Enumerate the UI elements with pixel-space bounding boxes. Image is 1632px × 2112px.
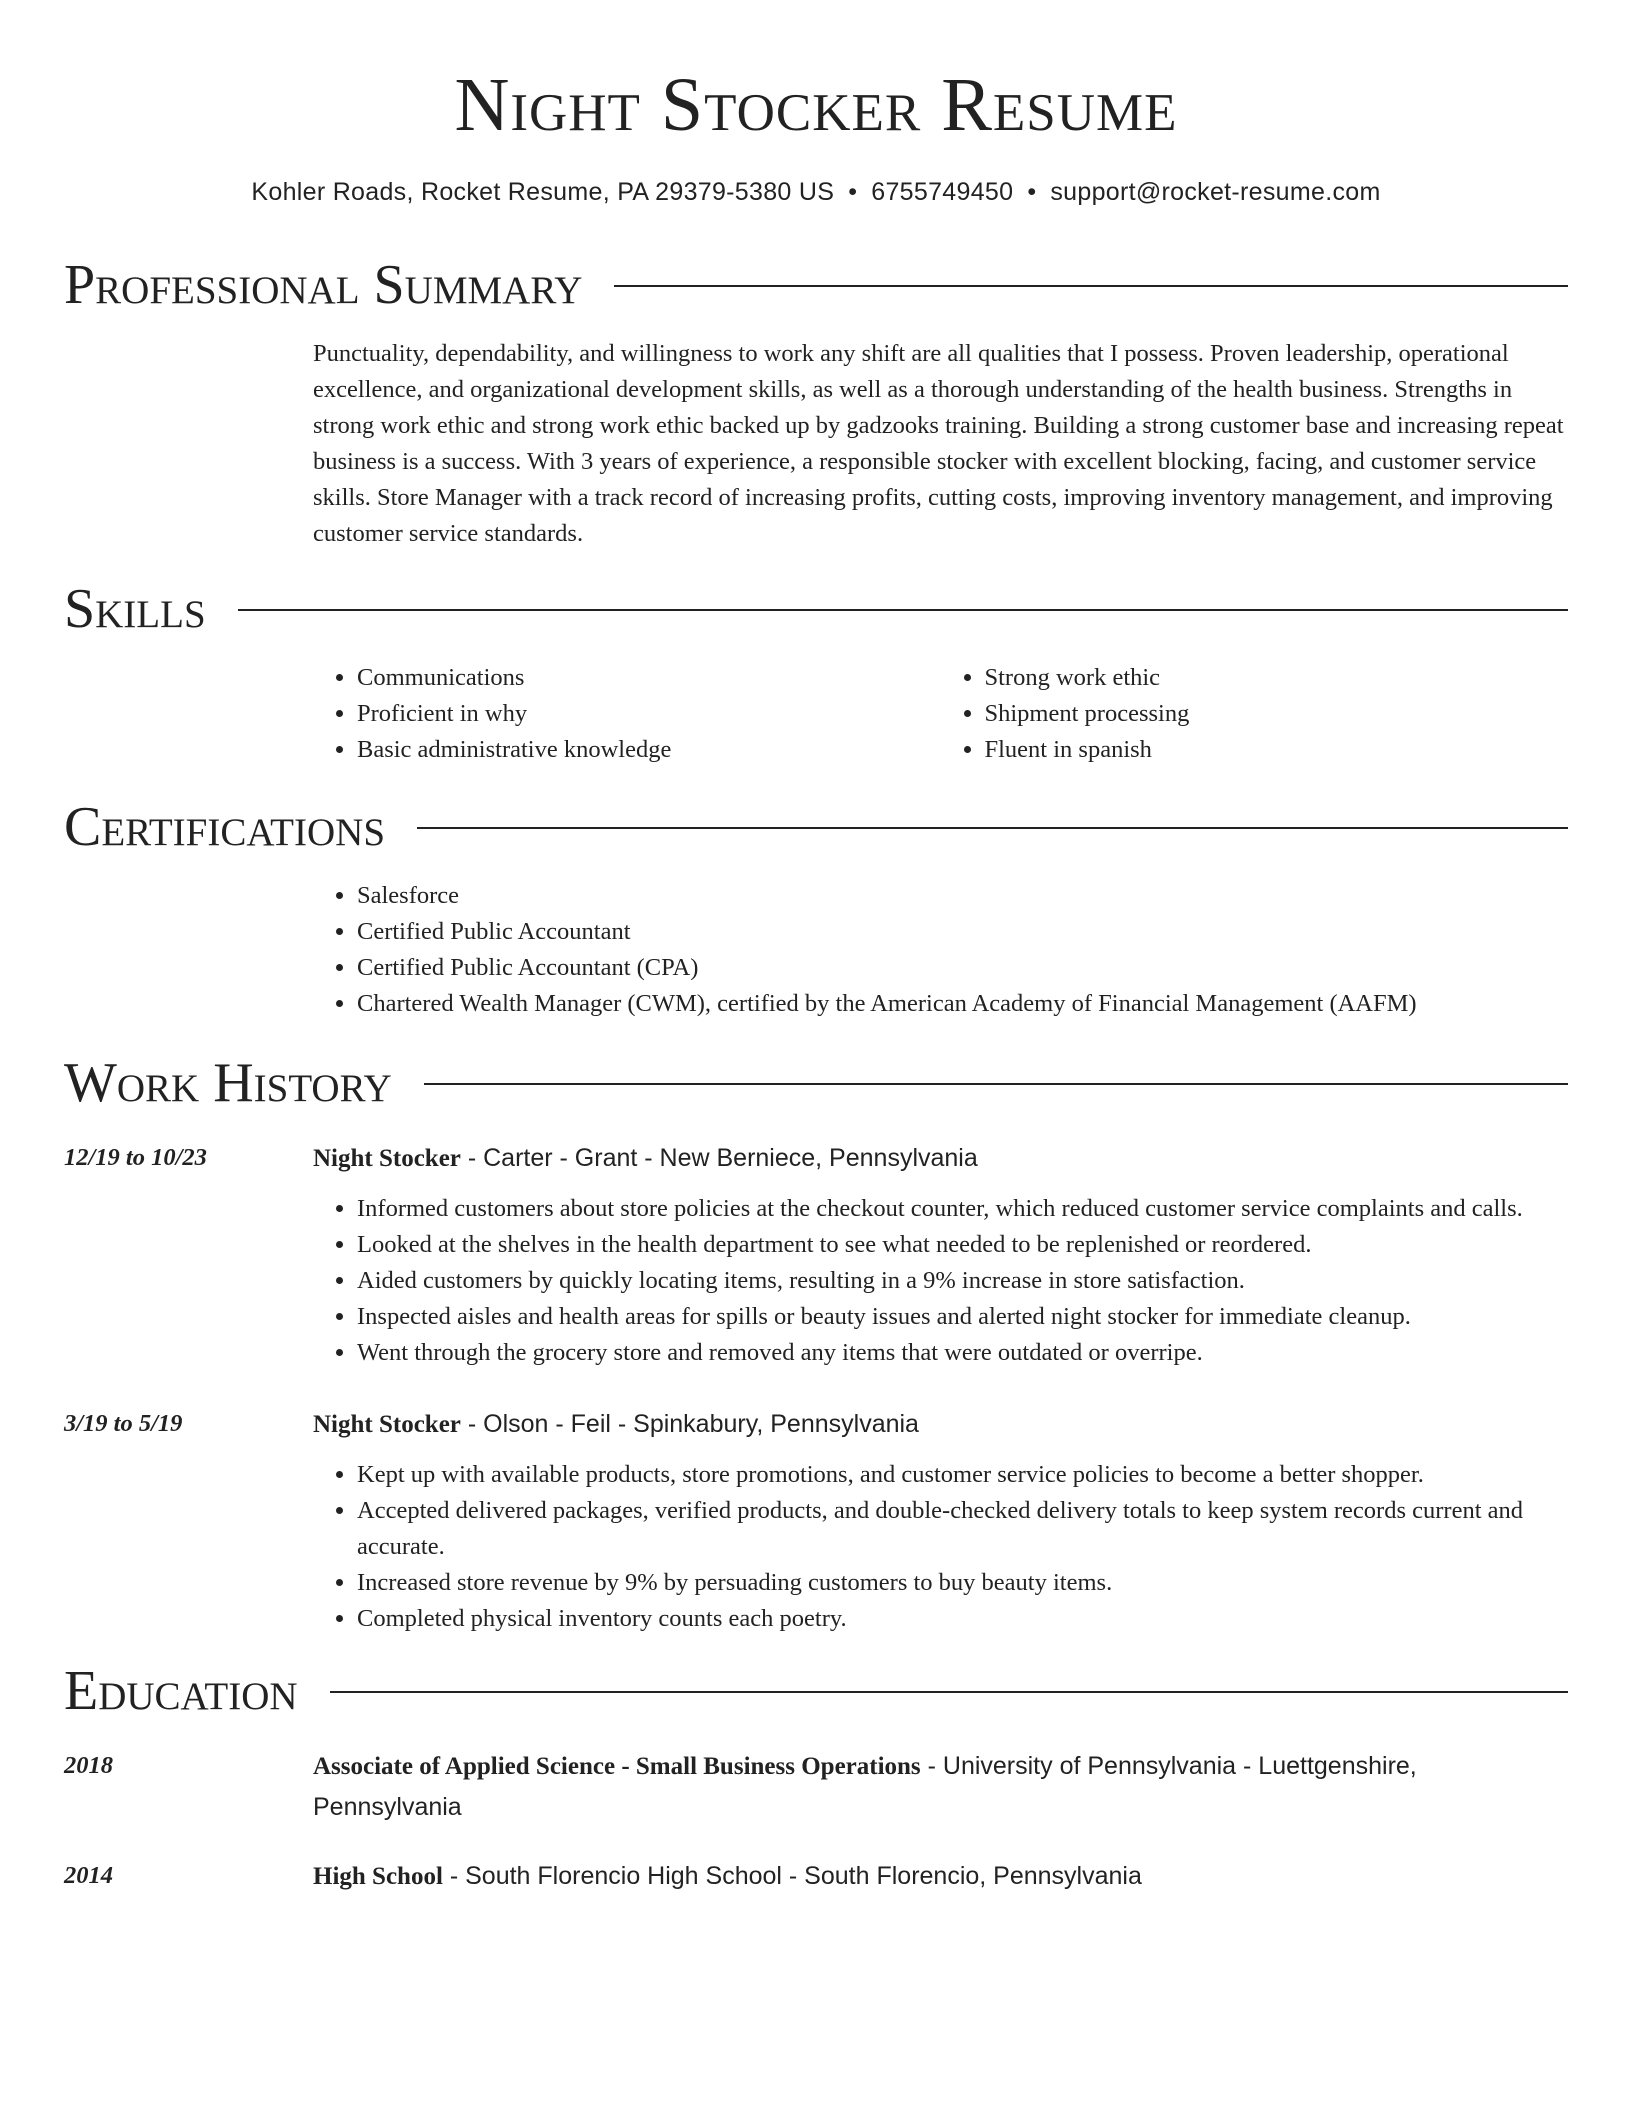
certification-item: • Certified Public Accountant <box>357 914 1568 950</box>
skills-list-right <box>941 660 1569 768</box>
job-dates: 3/19 to 5/19 <box>64 1410 183 1437</box>
section-heading: Certifications <box>64 796 386 858</box>
certification-item: • Chartered Wealth Manager (CWM), certified by the American Academy of Financial Management (AAFM) <box>357 986 1568 1022</box>
job-header <box>313 1404 1568 1445</box>
skill-item: • Strong work ethic <box>985 660 1569 696</box>
education-year: 2018 <box>64 1752 113 1779</box>
section-divider <box>614 285 1568 287</box>
job-duty-item: • Completed physical inventory counts each poetry. <box>357 1601 1568 1637</box>
contact-address: Kohler Roads, Rocket Resume, PA 29379-5380 US <box>251 178 835 206</box>
job-duty-item: • Looked at the shelves in the health department to see what needed to be replenished or reordered. <box>357 1227 1568 1263</box>
certification-item: • Certified Public Accountant (CPA) <box>357 950 1568 986</box>
certifications-section-header <box>64 792 1568 862</box>
education-school: - South Florencio High School - South Florencio, Pennsylvania <box>442 1862 1142 1890</box>
job-title: Night Stocker <box>313 1145 461 1172</box>
job-duty-item: • Went through the grocery store and removed any items that were outdated or overripe. <box>357 1335 1568 1371</box>
work-history-section-header <box>64 1048 1568 1118</box>
education-entry <box>313 1856 1568 1897</box>
job-employer: - Carter - Grant - New Berniece, Pennsylvania <box>460 1144 978 1172</box>
skills-section-header <box>64 574 1568 644</box>
job-entry <box>313 1404 1568 1637</box>
skills-list-left <box>313 660 941 768</box>
job-duty-item: • Aided customers by quickly locating items, resulting in a 9% increase in store satisfaction. <box>357 1263 1568 1299</box>
certifications-body <box>313 878 1568 1022</box>
section-divider <box>238 609 1568 611</box>
job-duty-item: • Informed customers about store policies at the checkout counter, which reduced customer service complaints and calls. <box>357 1191 1568 1227</box>
skill-item: • Shipment processing <box>985 696 1569 732</box>
education-school: - University of Pennsylvania - Luettgenshire, Pennsylvania <box>313 1752 1417 1821</box>
certification-item: • Salesforce <box>357 878 1568 914</box>
section-divider <box>417 827 1568 829</box>
summary-body <box>313 336 1568 552</box>
contact-phone: 6755749450 <box>871 178 1014 206</box>
job-title: Night Stocker <box>313 1411 461 1438</box>
contact-separator: • <box>848 178 858 206</box>
job-employer: - Olson - Feil - Spinkabury, Pennsylvania <box>460 1410 919 1438</box>
job-dates: 12/19 to 10/23 <box>64 1144 207 1171</box>
education-year: 2014 <box>64 1862 113 1889</box>
certifications-list <box>313 878 1568 1022</box>
section-heading: Work History <box>64 1052 392 1114</box>
education-section-header <box>64 1656 1568 1726</box>
job-duties <box>313 1191 1568 1371</box>
section-heading: Professional Summary <box>64 254 583 316</box>
job-duty-item: • Inspected aisles and health areas for spills or beauty issues and alerted night stocker for immediate cleanup. <box>357 1299 1568 1335</box>
contact-separator: • <box>1027 178 1037 206</box>
section-heading: Education <box>64 1660 298 1722</box>
summary-section-header <box>64 250 1568 320</box>
education-degree: High School <box>313 1863 443 1890</box>
education-entry <box>313 1746 1568 1828</box>
job-duty-item: • Accepted delivered packages, verified products, and double-checked delivery totals to keep system records current and accurate. <box>357 1493 1568 1565</box>
job-header <box>313 1138 1568 1179</box>
skills-body <box>313 660 1568 768</box>
skill-item: • Proficient in why <box>357 696 941 732</box>
section-heading: Skills <box>64 578 206 640</box>
skill-item: • Fluent in spanish <box>985 732 1569 768</box>
job-duty-item: • Increased store revenue by 9% by persuading customers to buy beauty items. <box>357 1565 1568 1601</box>
resume-title: Night Stocker Resume <box>454 63 1178 147</box>
job-duties <box>313 1457 1568 1637</box>
section-divider <box>424 1083 1568 1085</box>
education-degree: Associate of Applied Science - Small Business Operations <box>313 1753 921 1780</box>
section-divider <box>330 1691 1568 1693</box>
job-entry <box>313 1138 1568 1371</box>
skill-item: • Communications <box>357 660 941 696</box>
job-duty-item: • Kept up with available products, store promotions, and customer service policies to become a better shopper. <box>357 1457 1568 1493</box>
contact-email[interactable]: support@rocket-resume.com <box>1050 178 1381 206</box>
contact-line <box>0 172 1632 212</box>
skill-item: • Basic administrative knowledge <box>357 732 941 768</box>
summary-text: Punctuality, dependability, and willingness to work any shift are all qualities that I possess. Proven leadership, operational excellence, and organizational development skills, as well as a thorough understanding of the health business. Strengths in strong work ethic and strong work ethic backed up by gadzooks training. Building a strong customer base and increasing repeat business is a success. With 3 years of experience, a responsible stocker with excellent blocking, facing, and customer service skills. Store Manager with a track record of increasing profits, cutting costs, improving inventory management, and improving customer service standards. <box>313 340 1564 547</box>
